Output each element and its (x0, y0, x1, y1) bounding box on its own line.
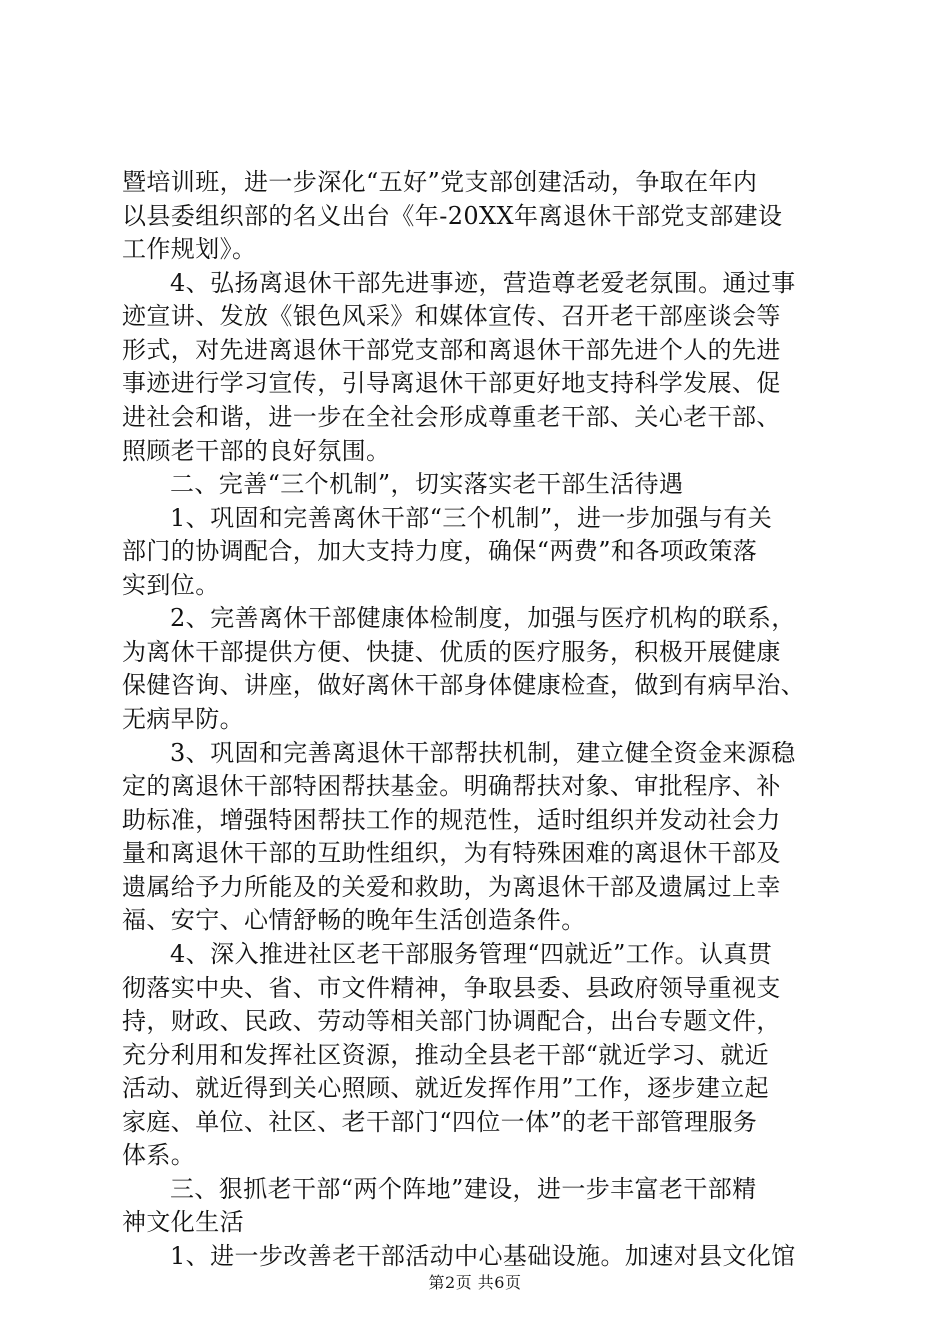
text-line: 保健咨询、讲座，做好离休干部身体健康检查，做到有病早治、 (122, 671, 806, 699)
text-line: 进社会和谐，进一步在全社会形成尊重老干部、关心老干部、 (122, 403, 781, 431)
text-line: 3、巩固和完善离退休干部帮扶机制，建立健全资金来源稳 (170, 739, 796, 767)
text-line: 体系。 (122, 1141, 196, 1169)
text-line: 照顾老干部的良好氛围。 (122, 437, 391, 465)
text-line: 1、巩固和完善离休干部“三个机制”，进一步加强与有关 (170, 504, 773, 532)
text-line: 持，财政、民政、劳动等相关部门协调配合，出台专题文件， (122, 1007, 781, 1035)
text-line: 部门的协调配合，加大支持力度，确保“两费”和各项政策落 (122, 537, 758, 565)
text-line: 活动、就近得到关心照顾、就近发挥作用”工作，逐步建立起 (122, 1074, 770, 1102)
text-line: 无病早防。 (122, 705, 244, 733)
text-line: 迹宣讲、发放《银色风采》和媒体宣传、召开老干部座谈会等 (122, 302, 781, 330)
text-line: 4、深入推进社区老干部服务管理“四就近”工作。认真贯 (170, 940, 773, 968)
text-line: 实到位。 (122, 571, 220, 599)
text-line: 神文化生活 (122, 1208, 244, 1236)
text-line: 暨培训班，进一步深化“五好”党支部创建活动，争取在年内 (122, 168, 758, 196)
text-line: 充分利用和发挥社区资源，推动全县老干部“就近学习、就近 (122, 1041, 770, 1069)
text-line: 1、进一步改善老干部活动中心基础设施。加速对县文化馆 (170, 1242, 796, 1270)
text-line: 以县委组织部的名义出台《年-20XX年离退休干部党支部建设 (122, 202, 783, 230)
text-line: 量和离退休干部的互助性组织，为有特殊困难的离退休干部及 (122, 839, 781, 867)
text-line: 定的离退休干部特困帮扶基金。明确帮扶对象、审批程序、补 (122, 772, 781, 800)
text-line: 彻落实中央、省、市文件精神，争取县委、县政府领导重视支 (122, 974, 781, 1002)
text-line: 福、安宁、心情舒畅的晚年生活创造条件。 (122, 906, 586, 934)
text-line: 形式，对先进离退休干部党支部和离退休干部先进个人的先进 (122, 336, 781, 364)
text-line: 助标准，增强特困帮扶工作的规范性，适时组织并发动社会力 (122, 806, 781, 834)
text-line: 三、狠抓老干部“两个阵地”建设，进一步丰富老干部精 (170, 1175, 757, 1203)
text-line: 事迹进行学习宣传，引导离退休干部更好地支持科学发展、促 (122, 369, 781, 397)
text-line: 家庭、单位、社区、老干部门“四位一体”的老干部管理服务 (122, 1108, 758, 1136)
text-line: 2、完善离休干部健康体检制度，加强与医疗机构的联系， (170, 604, 796, 632)
text-line: 为离休干部提供方便、快捷、优质的医疗服务，积极开展健康 (122, 638, 781, 666)
text-line: 工作规划》。 (122, 235, 257, 263)
page-number-footer: 第2页 共6页 (428, 1273, 522, 1292)
section-heading: 二、完善“三个机制”，切实落实老干部生活待遇 (170, 470, 684, 498)
text-line: 4、弘扬离退休干部先进事迹，营造尊老爱老氛围。通过事 (170, 269, 796, 297)
text-line: 遗属给予力所能及的关爱和救助，为离退休干部及遗属过上幸 (122, 873, 781, 901)
